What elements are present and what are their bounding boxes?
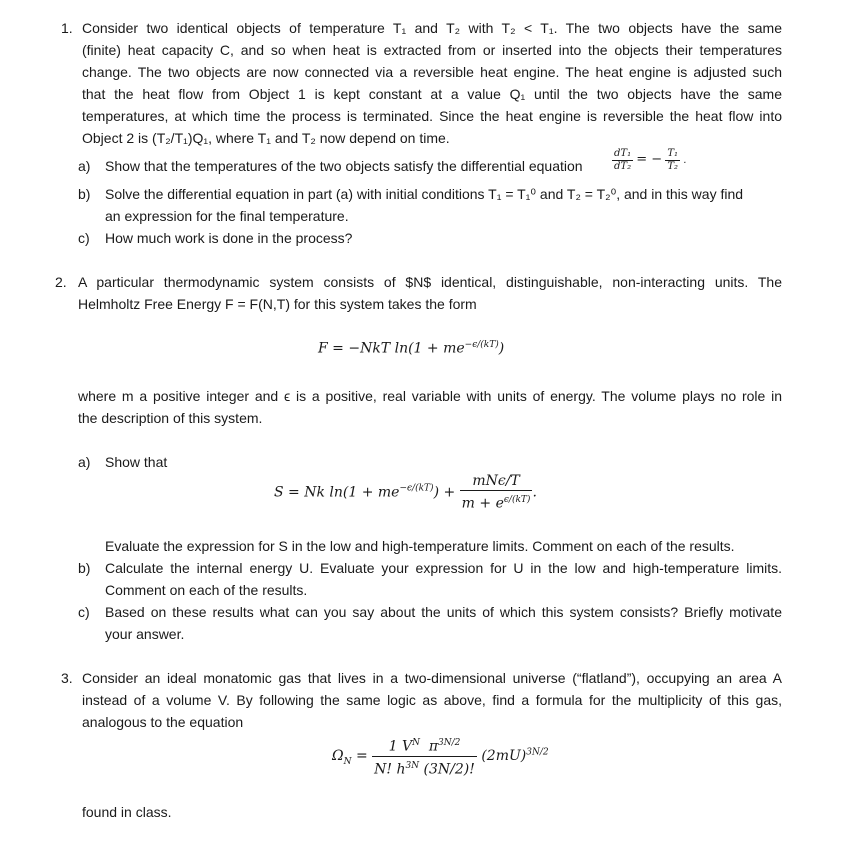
q2-a-label: a) <box>78 454 91 470</box>
q3-line-2: instead of a volume V. By following the same logic as above, find a formula for the multiplicity of this gas, <box>82 692 782 708</box>
q1-b-label: b) <box>78 186 91 202</box>
q3-eq-tail: (2mU) <box>481 748 527 765</box>
q2-b-line-2: Comment on each of the results. <box>105 582 308 598</box>
q1-line-1: Consider two identical objects of temperature T₁ and T₂ with T₂ < T₁. The two objects have the same <box>82 20 782 36</box>
q1-c-text: How much work is done in the process? <box>105 230 353 246</box>
q1-a-label: a) <box>78 158 91 174</box>
q2-where-line-1: where m a positive integer and ϵ is a positive, real variable with units of energy. The volume plays no role in <box>78 388 782 404</box>
q2-c-line-2: your answer. <box>105 626 185 642</box>
q2-eq-S: S = Nk ln(1 + me <box>274 484 400 501</box>
q3-line-1: Consider an ideal monatomic gas that lives in a two-dimensional universe (“flatland”), occupying an area A <box>82 670 782 686</box>
q2-eq-S-sup: −ϵ/(kT) <box>399 483 434 494</box>
q1-line-3: change. The two objects are now connected via a reversible heat engine. The heat engine is adjusted such <box>82 64 782 80</box>
q3-equation <box>332 734 549 778</box>
q1-b-line-2: an expression for the final temperature. <box>105 208 349 224</box>
q1-line-4: that the heat flow from Object 1 is kept constant at a value Q₁ until the two objects have the same <box>82 86 782 102</box>
q1-c-label: c) <box>78 230 90 246</box>
q1-a-eq-mid: = − <box>636 152 663 167</box>
q1-a-eq-rhs-den: T₂ <box>667 161 679 172</box>
q2-eq-F-sup: −ϵ/(kT) <box>464 340 499 350</box>
q2-a-text: Show that <box>105 454 168 470</box>
q1-line-2: (finite) heat capacity C, and so when heat is extracted from or inserted into the objects their temperatures <box>82 42 782 58</box>
q3-eq-num2-sup: 3N/2 <box>438 738 461 748</box>
q2-line-1: A particular thermodynamic system consists of $N$ identical, distinguishable, non-interacting units. The <box>78 274 782 290</box>
q1-a-equation <box>612 148 686 173</box>
q1-a-eq-lhs-num: dT₁ <box>614 148 632 159</box>
q3-eq-eq: = <box>355 748 368 765</box>
q2-eq-S-den-sup: ϵ/(kT) <box>503 495 531 505</box>
q2-c-label: c) <box>78 604 90 620</box>
q3-eq-den2: (3N/2)! <box>423 761 475 778</box>
q2-eq-S-num: mNϵ/T <box>472 473 520 489</box>
q3-eq-den: N! h <box>374 761 406 778</box>
q1-a-eq-rhs-num: T₁ <box>667 148 679 159</box>
q2-where-line-2: the description of this system. <box>78 410 263 426</box>
q2-equation-S <box>274 472 537 513</box>
q1-number: 1. <box>61 20 73 36</box>
q2-number: 2. <box>55 274 67 290</box>
q2-b-line-1: Calculate the internal energy U. Evaluate your expression for U in the low and high-temperature limits. <box>105 560 782 576</box>
q3-eq-lhs: Ω <box>332 748 344 765</box>
q2-eq-S-mid: ) + <box>433 484 456 501</box>
q2-eq-F: F = −NkT ln(1 + me <box>318 340 465 357</box>
q2-equation-F <box>318 340 504 357</box>
q2-b-label: b) <box>78 560 91 576</box>
q2-eq-S-end: . <box>532 484 537 501</box>
q1-a-eq-lhs-den: dT₂ <box>614 161 632 172</box>
q2-eq-F-end: ) <box>498 340 505 357</box>
q2-eq-S-den: m + e <box>461 495 504 512</box>
q2-c-line-1: Based on these results what can you say about the units of which this system consists? Briefly motivate <box>105 604 782 620</box>
q3-eq-num2: π <box>428 738 439 755</box>
q3-eq-num-sup: N <box>412 738 420 748</box>
q2-a-follow: Evaluate the expression for S in the low and high-temperature limits. Comment on each of the results. <box>105 538 735 554</box>
q3-eq-tail-sup: 3N/2 <box>526 747 549 758</box>
q1-line-6: Object 2 is (T₂/T₁)Q₁, where T₁ and T₂ now depend on time. <box>82 130 450 146</box>
q3-eq-num: 1 V <box>388 738 413 755</box>
q3-eq-den-sup: 3N <box>405 760 420 771</box>
q1-a-eq-end: . <box>683 155 687 166</box>
q3-eq-lhs-sub: N <box>343 756 352 767</box>
q1-b-line-1: Solve the differential equation in part (a) with initial conditions T₁ = T₁⁰ and T₂ = T₂⁰, and in this way find <box>105 186 744 202</box>
q1-a-text: Show that the temperatures of the two objects satisfy the differential equation <box>105 158 583 174</box>
q3-found: found in class. <box>82 804 172 820</box>
q3-number: 3. <box>61 670 73 686</box>
q3-line-3: analogous to the equation <box>82 714 244 730</box>
q2-line-2: Helmholtz Free Energy F = F(N,T) for this system takes the form <box>78 296 477 312</box>
q1-line-5: temperatures, at which time the process is terminated. Since the heat engine is reversible the heat flow into <box>82 108 782 124</box>
